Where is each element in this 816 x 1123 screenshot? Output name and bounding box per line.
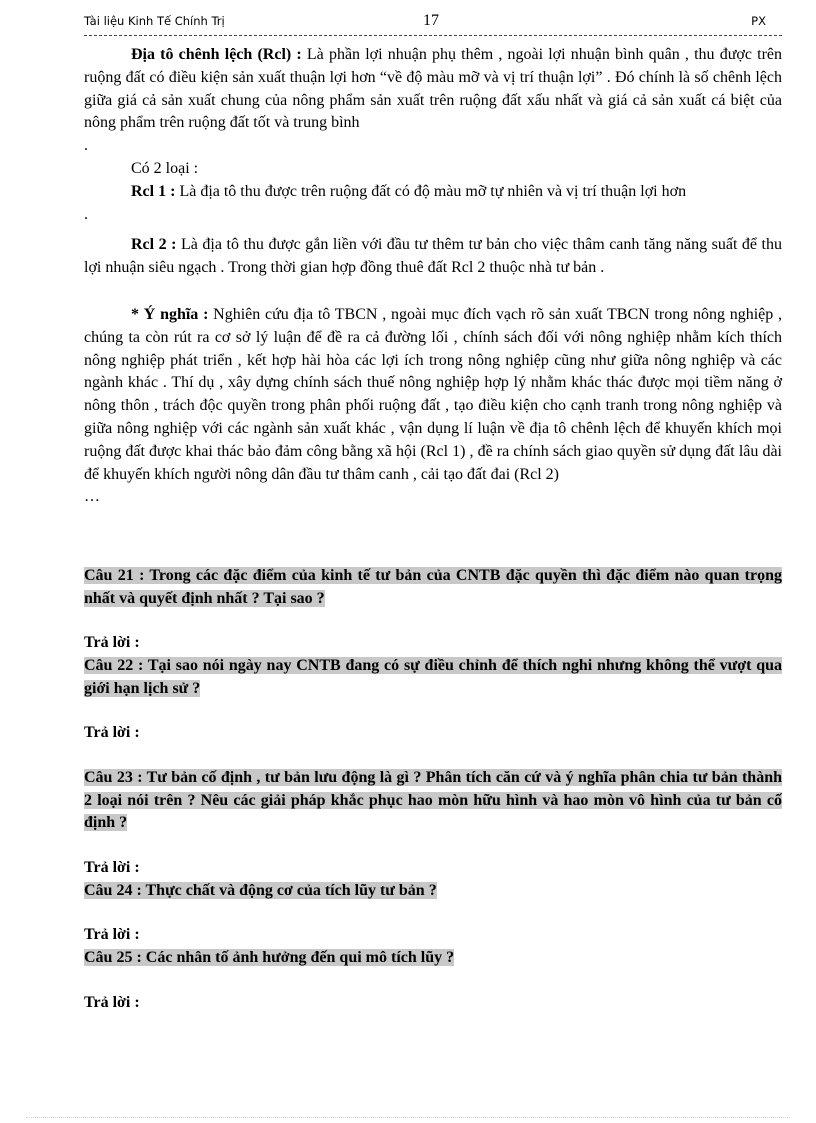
answer-label-23: Trả lời : [84,858,140,876]
paragraph-meaning [84,304,782,486]
header-initials: PX [751,14,766,28]
spacer [84,226,782,234]
term-rcl: Địa tô chênh lệch (Rcl) : [131,46,302,63]
question-25-text: Câu 25 : Các nhân tố ảnh hưởng đến qui mô tích lũy ? [84,949,455,967]
spacer [84,509,782,565]
rcl2-text: Là địa tô thu được gắn liền với đầu tư thêm tư bản cho việc thâm canh tăng năng suất để thu lợi nhuận siêu ngạch . Trong thời gian hợp đồng thuê đất Rcl 2 thuộc nhà tư bản . [84,236,783,277]
term-rcl1: Rcl 1 : [131,182,176,200]
page-bottom-edge [26,1117,790,1118]
term-rcl2: Rcl 2 : [131,236,177,254]
question-22 [84,655,782,700]
answer-label-24: Trả lời : [84,926,140,944]
question-24-text: Câu 24 : Thực chất và động cơ của tích lũy tư bản ? [84,881,437,899]
spacer [84,280,782,304]
spacer [84,610,782,632]
meaning-text: Nghiên cứu địa tô TBCN , ngoài mục đích vạch rõ sản xuất TBCN trong nông nghiệp , chúng ta còn rút ra cơ sở lý luận để đề ra cả đường lối , chính sách đối với nông nghiệp nhằm kích thích nông nghiệp phát triển , kết hợp hài hòa các lợi ích trong nông nghiệp cũng như giữa nông nghiệp và các ngành khác . Thí dụ , xây dựng chính sách thuế nông nghiệp hợp lý nhằm khác thác được mọi tiềm năng ở nông thôn , trách độc quyền trong phân phối ruộng đất , tạo điều kiện cho cạnh tranh trong nông nghiệp và giữa nông nghiệp với các ngành sản xuất khác , vận dụng lí luận về địa tô chênh lệch để khuyến khích mọi ruộng đất được khai thác bảo đảm công bằng xã hội (Rcl 1) , đề ra chính sách giao quyền sử dụng đất lâu dài để khuyến khích người nông dân đầu tư thâm canh , cải tạo đất đai (Rcl 2) [84,305,783,483]
spacer [84,745,782,767]
answer-label-25: Trả lời : [84,993,140,1011]
question-21 [84,565,782,610]
question-22-text: Câu 22 : Tại sao nói ngày nay CNTB đang có sự điều chỉnh để thích nghi nhưng không thể vượt qua giới hạn lịch sử ? [84,657,782,697]
header-divider [84,35,782,36]
answer-label-21: Trả lời : [84,634,140,652]
paragraph-rcl-definition [84,44,782,135]
spacer [84,970,782,992]
header-title: Tài liệu Kinh Tế Chính Trị [84,14,225,28]
answer-label-22: Trả lời : [84,724,140,742]
rcl-definition-text: Là phần lợi nhuận phụ thêm , ngoài lợi nhuận bình quân , thu được trên ruộng đất có điều kiện sản xuất thuận lợi hơn “về độ màu mỡ và vị trí thuận lợi” . Đó chính là số chênh lệch giữa giá cả sản xuất chung của nông phẩm sản xuất trên ruộng đất xấu nhất và giá cả sản xuất cá biệt của nông phẩm trên ruộng đất tốt và trung bình [84,46,782,132]
page-header [84,10,780,38]
question-21-text: Câu 21 : Trong các đặc điểm của kinh tế tư bản của CNTB đặc quyền thì đặc điểm nào quan trọng nhất và quyết định nhất ? Tại sao ? [84,567,782,607]
question-24 [84,880,782,903]
paragraph-dot: . [84,137,88,155]
question-23-text: Câu 23 : Tư bản cố định , tư bản lưu động là gì ? Phân tích căn cứ và ý nghĩa phân chia tư bản thành 2 loại nói trên ? Nêu các giải pháp khắc phục hao mòn hữu hình và hao mòn vô hình của tư bản cố định ? [84,769,782,832]
question-23 [84,767,782,835]
paragraph-rcl2 [84,234,782,280]
paragraph-ellipsis: … [84,488,100,506]
question-25 [84,947,782,970]
spacer [84,700,782,722]
rcl1-text: Là địa tô thu được trên ruộng đất có độ màu mỡ tự nhiên và vị trí thuận lợi hơn [175,182,687,200]
paragraph-rcl1 [84,181,782,204]
spacer [84,835,782,857]
document-body [84,44,782,1014]
spacer [84,902,782,924]
term-meaning: * Ý nghĩa : [131,305,209,323]
paragraph-two-types: Có 2 loại : [131,159,199,177]
paragraph-dot: . [84,205,88,223]
page-number: 17 [423,12,439,29]
